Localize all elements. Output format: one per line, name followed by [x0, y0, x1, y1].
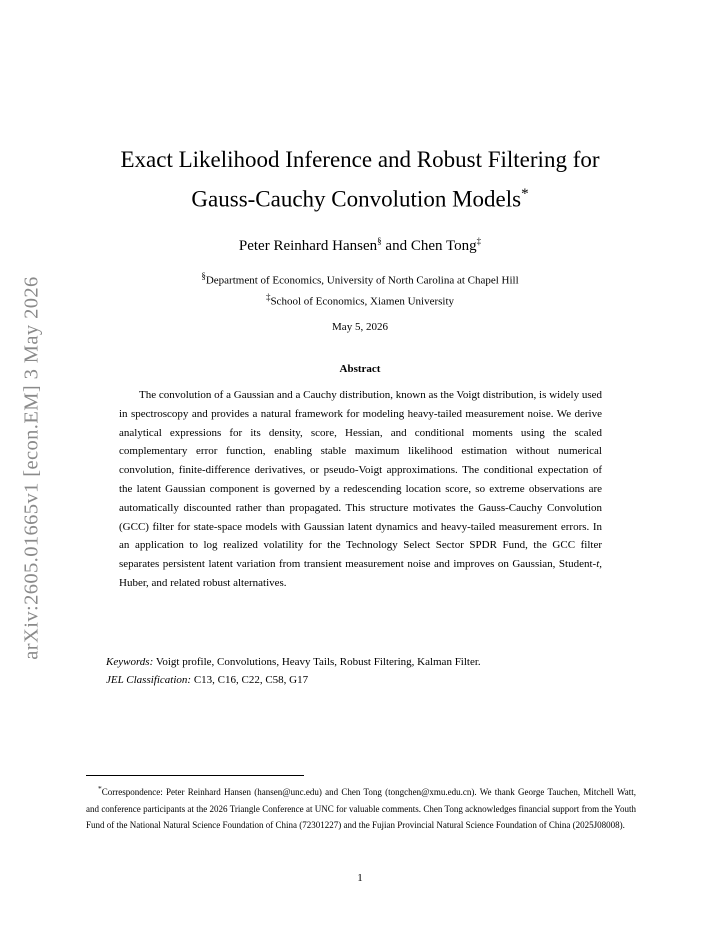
- affiliation-xmu-mark: ‡: [265, 292, 271, 302]
- abstract-heading: Abstract: [339, 363, 381, 375]
- keywords-line: [106, 656, 626, 668]
- author-hansen-mark: §: [377, 236, 382, 246]
- author-tong-mark: ‡: [476, 236, 482, 246]
- abstract-text-end: , Huber, and related robust alternatives.: [119, 558, 602, 589]
- author-conjunction: and: [381, 238, 411, 254]
- footnote: [86, 781, 636, 834]
- footnote-mark: *: [98, 784, 102, 793]
- affiliation-unc-mark: §: [201, 271, 206, 281]
- author-hansen: Peter Reinhard Hansen: [238, 238, 378, 254]
- abstract-t-symbol: t: [596, 558, 600, 571]
- paper-date: May 5, 2026: [332, 321, 388, 333]
- jel-label: JEL Classification:: [106, 674, 192, 686]
- jel-text: C13, C16, C22, C58, G17: [193, 674, 309, 686]
- page-number: 1: [357, 872, 363, 884]
- abstract-body: [119, 386, 602, 593]
- author-list: [60, 236, 660, 255]
- footnote-rule: [86, 775, 304, 776]
- title-line-2-text: Gauss-Cauchy Convolution Models: [191, 186, 522, 212]
- title-line-2: [60, 177, 660, 217]
- affiliation-unc-text: Department of Economics, University of North Carolina at Chapel Hill: [205, 274, 519, 287]
- title-line-1: Exact Likelihood Inference and Robust Filtering for: [120, 147, 600, 172]
- title-footnote-mark: *: [521, 186, 529, 202]
- paper-title: [60, 142, 660, 217]
- footnote-text: Correspondence: Peter Reinhard Hansen (hansen@unc.edu) and Chen Tong (tongchen@xmu.edu.cn). We thank George Tauchen, Mitchell Watt, and conference participants at the 2026 Triangle Conference at UNC for valuable comments. Chen Tong acknowledges financial support from the Youth Fund of the National Natural Science Foundation of China (72301227) and the Fujian Provincial Natural Science Foundation of China (2025J08008).: [86, 787, 636, 830]
- keywords-text: Voigt profile, Convolutions, Heavy Tails, Robust Filtering, Kalman Filter.: [155, 656, 481, 668]
- affiliation-xmu: [60, 292, 660, 308]
- author-tong: Chen Tong: [410, 238, 477, 254]
- keywords-label: Keywords:: [106, 656, 154, 668]
- affiliation-xmu-text: School of Economics, Xiamen University: [270, 295, 455, 308]
- abstract-text-main: The convolution of a Gaussian and a Cauchy distribution, known as the Voigt distribution, is widely used in spectroscopy and provides a natural framework for modeling heavy-tailed measurement noise. We derive analytical expressions for its density, score, Hessian, and conditional moments using the scaled complementary error function, enabling stable maximum likelihood estimation without numerical convolution, finite-difference derivatives, or pseudo-Voigt approximations. The conditional expectation of the latent Gaussian component is governed by a redescending location score, so extreme observations are automatically discounted rather than propagated. This structure motivates the Gauss-Cauchy Convolution (GCC) filter for state-space models with Gaussian latent dynamics and heavy-tailed measurement errors. In an application to log realized volatility for the Technology Select Sector SPDR Fund, the GCC filter separates persistent latent variation from transient measurement noise and improves on Gaussian, Student-: [119, 389, 602, 571]
- jel-line: [106, 674, 626, 686]
- arxiv-sidebar-stamp: [14, 248, 50, 688]
- arxiv-identifier: arXiv:2605.01665v1 [econ.EM] 3 May 2026: [20, 276, 43, 660]
- affiliation-unc: [60, 271, 660, 287]
